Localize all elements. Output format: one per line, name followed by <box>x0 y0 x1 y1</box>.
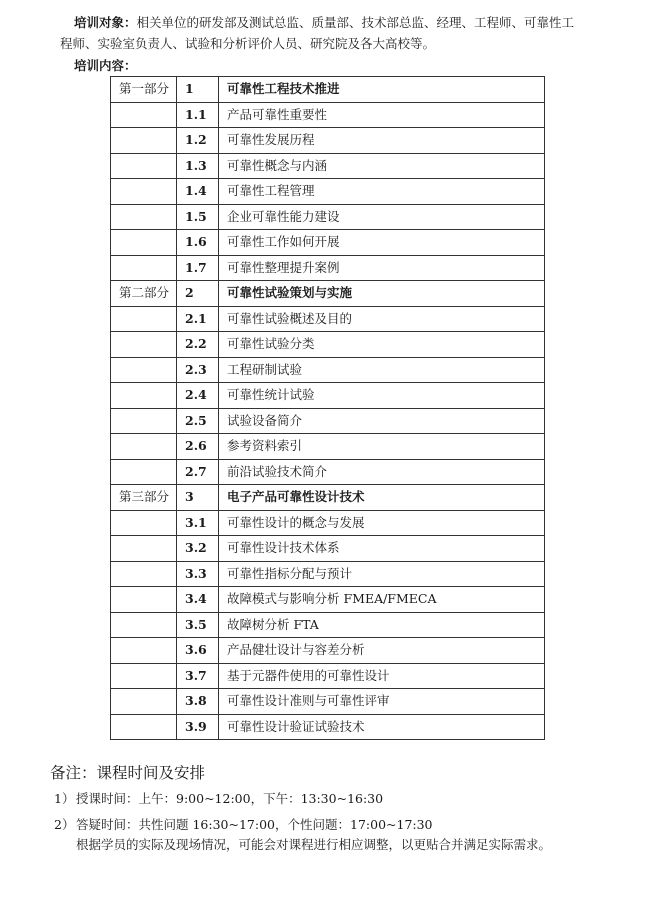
section-number: 1.6 <box>177 230 219 256</box>
section-title: 可靠性概念与内涵 <box>219 153 545 179</box>
part-cell <box>111 459 177 485</box>
audience-line-2: 程师、实验室负责人、试验和分析评价人员、研究院及各大高校等。 <box>60 36 436 51</box>
section-number: 1.5 <box>177 204 219 230</box>
outline-row <box>111 230 545 256</box>
part-cell <box>111 255 177 281</box>
section-title: 企业可靠性能力建设 <box>219 204 545 230</box>
section-title: 可靠性统计试验 <box>219 383 545 409</box>
section-number: 2.2 <box>177 332 219 358</box>
note-text: 答疑时间：共性问题 16:30~17:00，个性问题：17:00~17:30 <box>76 817 433 832</box>
section-number: 3.2 <box>177 536 219 562</box>
section-number: 2.4 <box>177 383 219 409</box>
section-title: 可靠性工程管理 <box>219 179 545 205</box>
section-number: 3.5 <box>177 612 219 638</box>
section-title: 可靠性试验策划与实施 <box>219 281 545 307</box>
section-number: 1.7 <box>177 255 219 281</box>
outline-row <box>111 638 545 664</box>
section-number: 1.4 <box>177 179 219 205</box>
section-number: 1.2 <box>177 128 219 154</box>
section-number: 3.1 <box>177 510 219 536</box>
part-cell <box>111 561 177 587</box>
section-number: 3.8 <box>177 689 219 715</box>
part-cell <box>111 638 177 664</box>
section-title: 可靠性设计验证试验技术 <box>219 714 545 740</box>
notes-title: 备注：课程时间及安排 <box>50 764 206 782</box>
outline-row <box>111 510 545 536</box>
audience-line-1 <box>60 12 616 33</box>
part-cell: 第三部分 <box>111 485 177 511</box>
section-title: 可靠性试验概述及目的 <box>219 306 545 332</box>
audience-text-1: 相关单位的研发部及测试总监、质量部、技术部总监、经理、工程师、可靠性工 <box>136 15 575 30</box>
part-cell <box>111 332 177 358</box>
part-cell <box>111 128 177 154</box>
section-title: 可靠性设计准则与可靠性评审 <box>219 689 545 715</box>
section-number: 3.6 <box>177 638 219 664</box>
section-title: 故障模式与影响分析 FMEA/FMECA <box>219 587 545 613</box>
outline-row <box>111 255 545 281</box>
section-number: 3.9 <box>177 714 219 740</box>
outline-row <box>111 179 545 205</box>
part-cell <box>111 230 177 256</box>
outline-row <box>111 663 545 689</box>
section-number: 3 <box>177 485 219 511</box>
section-title: 可靠性工程技术推进 <box>219 77 545 103</box>
section-title: 可靠性工作如何开展 <box>219 230 545 256</box>
part-cell <box>111 408 177 434</box>
section-title: 工程研制试验 <box>219 357 545 383</box>
part-cell <box>111 612 177 638</box>
outline-row <box>111 383 545 409</box>
section-title: 试验设备简介 <box>219 408 545 434</box>
part-cell <box>111 179 177 205</box>
part-cell <box>111 357 177 383</box>
part-cell <box>111 434 177 460</box>
section-title: 基于元器件使用的可靠性设计 <box>219 663 545 689</box>
section-title: 可靠性设计技术体系 <box>219 536 545 562</box>
part-cell <box>111 153 177 179</box>
outline-row <box>111 612 545 638</box>
part-cell <box>111 510 177 536</box>
outline-row <box>111 102 545 128</box>
outline-row <box>111 459 545 485</box>
part-cell <box>111 714 177 740</box>
part-cell: 第一部分 <box>111 77 177 103</box>
outline-row <box>111 485 545 511</box>
part-cell <box>111 536 177 562</box>
section-number: 3.4 <box>177 587 219 613</box>
section-number: 2.3 <box>177 357 219 383</box>
outline-row <box>111 332 545 358</box>
outline-row <box>111 357 545 383</box>
section-title: 可靠性发展历程 <box>219 128 545 154</box>
note-index: 2） <box>54 817 75 832</box>
part-cell <box>111 587 177 613</box>
section-title: 产品健壮设计与容差分析 <box>219 638 545 664</box>
outline-row <box>111 77 545 103</box>
outline-row <box>111 153 545 179</box>
part-cell <box>111 663 177 689</box>
outline-row <box>111 434 545 460</box>
outline-row <box>111 689 545 715</box>
section-title: 可靠性试验分类 <box>219 332 545 358</box>
section-title: 电子产品可靠性设计技术 <box>219 485 545 511</box>
outline-row <box>111 306 545 332</box>
outline-row <box>111 408 545 434</box>
section-number: 3.3 <box>177 561 219 587</box>
note-text: 授课时间：上午：9:00~12:00，下午：13:30~16:30 <box>76 791 384 806</box>
section-number: 2.5 <box>177 408 219 434</box>
section-number: 1.1 <box>177 102 219 128</box>
part-cell <box>111 383 177 409</box>
outline-row <box>111 281 545 307</box>
outline-row <box>111 587 545 613</box>
section-title: 前沿试验技术简介 <box>219 459 545 485</box>
course-outline-body <box>111 77 545 740</box>
section-title: 可靠性整理提升案例 <box>219 255 545 281</box>
outline-row <box>111 536 545 562</box>
section-title: 参考资料索引 <box>219 434 545 460</box>
part-cell <box>111 204 177 230</box>
course-outline-table <box>110 76 545 740</box>
section-title: 故障树分析 FTA <box>219 612 545 638</box>
training-content-label: 培训内容： <box>74 58 137 73</box>
note-item-1 <box>54 790 383 808</box>
outline-row <box>111 714 545 740</box>
training-audience <box>60 12 616 54</box>
note-item-2 <box>54 816 433 834</box>
section-number: 1.3 <box>177 153 219 179</box>
section-number: 3.7 <box>177 663 219 689</box>
section-title: 可靠性设计的概念与发展 <box>219 510 545 536</box>
note-index: 1） <box>54 791 75 806</box>
part-cell: 第二部分 <box>111 281 177 307</box>
section-number: 2.7 <box>177 459 219 485</box>
section-title: 产品可靠性重要性 <box>219 102 545 128</box>
outline-row <box>111 128 545 154</box>
section-number: 1 <box>177 77 219 103</box>
audience-label: 培训对象： <box>74 15 137 30</box>
part-cell <box>111 689 177 715</box>
part-cell <box>111 306 177 332</box>
note-remark: 根据学员的实际及现场情况，可能会对课程进行相应调整，以更贴合并满足实际需求。 <box>76 837 552 852</box>
section-number: 2.1 <box>177 306 219 332</box>
part-cell <box>111 102 177 128</box>
section-title: 可靠性指标分配与预计 <box>219 561 545 587</box>
outline-row <box>111 204 545 230</box>
section-number: 2 <box>177 281 219 307</box>
outline-row <box>111 561 545 587</box>
section-number: 2.6 <box>177 434 219 460</box>
